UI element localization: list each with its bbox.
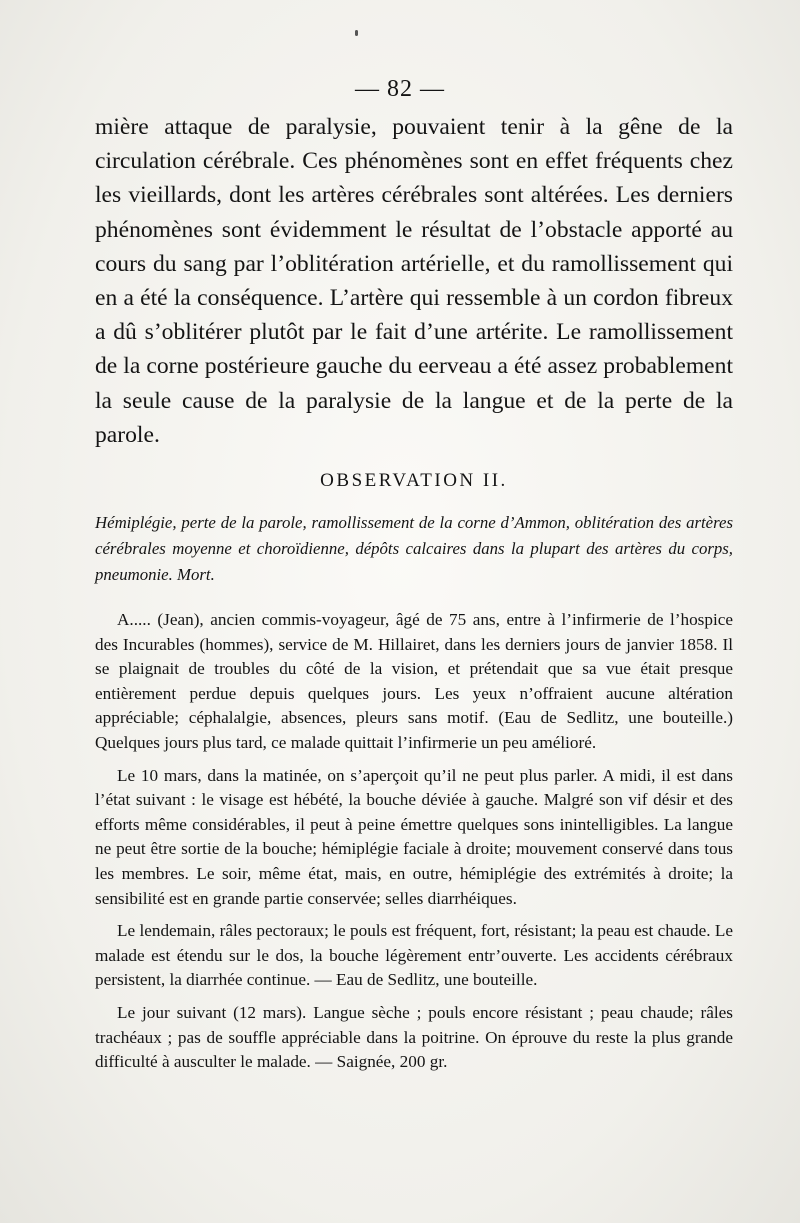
- ink-speck: [355, 30, 358, 36]
- page-number: — 82 —: [355, 76, 445, 102]
- lead-paragraph: mière attaque de paralysie, pouvaient tenir à la gêne de la circulation cérébrale. Ces phénomènes sont en effet fréquents chez les vieillards, dont les artères cérébrales sont altérées. Les derniers phénomènes sont évidemment le résultat de l’obstacle apporté au cours du sang par l’oblitération artérielle, et du ramollissement qui en a été la conséquence. L’artère qui ressemble à un cordon fibreux a dû s’oblitérer plutôt par le fait d’une artérite. Le ramollissement de la corne postérieure gauche du eerveau a été assez probablement la seule cause de la paralysie de la langue et de la perte de la parole.: [95, 114, 733, 448]
- paragraph-march-12: Le jour suivant (12 mars). Langue sèche ; pouls encore résistant ; peau chaude; râles trachéaux ; pas de souffle appréciable dans la poitrine. On éprouve du reste la plus grande difficulté à ausculter le malade. — Saignée, 200 gr.: [95, 1002, 733, 1072]
- observation-summary: Hémiplégie, perte de la parole, ramollissement de la corne d’Ammon, oblitération des artères cérébrales moyenne et choroïdienne, dépôts calcaires dans la plupart des artères du corps, pneumonie. Mort.: [95, 513, 733, 585]
- page-text: [95, 110, 733, 1083]
- paragraph-march-10: Le 10 mars, dans la matinée, on s’aperçoit qu’il ne peut plus parler. A midi, il est dans l’état suivant : le visage est hébété, la bouche déviée à gauche. Malgré son vif désir et des efforts même considérables, il peut à peine émettre quelques sons inintelligibles. La langue ne peut être sortie de la bouche; hémiplégie faciale à droite; mouvement conservé dans tous les membres. Le soir, même état, mais, en outre, hémiplégie des extrémités à droite; la sensibilité est en grande partie conservée; selles diarrhéiques.: [95, 765, 733, 908]
- paragraph-admission: A..... (Jean), ancien commis-voyageur, âgé de 75 ans, entre à l’infirmerie de l’hospice des Incurables (hommes), service de M. Hillairet, dans les derniers jours de janvier 1858. Il se plaignait de troubles du côté de la vision, et prétendait que sa vue était presque entièrement perdue depuis quelques jours. Les yeux n’offraient aucune altération appréciable; céphalalgie, absences, pleurs sans motif. (Eau de Sedlitz, une bouteille.) Quelques jours plus tard, ce malade quittait l’infirmerie un peu amélioré.: [95, 610, 733, 752]
- observation-title: OBSERVATION II.: [320, 470, 508, 492]
- paragraph-next-day: Le lendemain, râles pectoraux; le pouls est fréquent, fort, résistant; la peau est chaude. Le malade est étendu sur le dos, la bouche légèrement entr’ouverte. Les accidents cérébraux persistent, la diarrhée continue. — Eau de Sedlitz, une bouteille.: [95, 921, 733, 990]
